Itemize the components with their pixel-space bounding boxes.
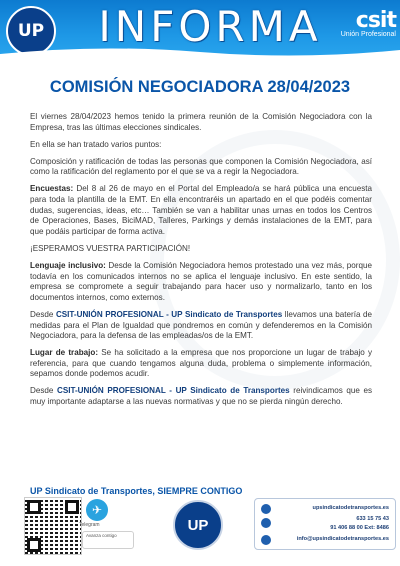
web-icon	[261, 504, 271, 514]
contact-phone-mobile: 633 15 75 43	[356, 516, 389, 522]
contact-box	[254, 498, 396, 550]
paragraph-rights	[30, 386, 372, 407]
telegram-label: Telegram	[79, 522, 100, 528]
paragraph-participation: ¡ESPERAMOS VUESTRA PARTICIPACIÓN!	[30, 243, 191, 253]
csit-subtitle: Unión Profesional	[340, 31, 396, 38]
footer-slogan: UP Sindicato de Transportes, SIEMPRE CONTIGO	[30, 486, 243, 496]
telegram-icon[interactable]: ✈	[86, 499, 108, 521]
paragraph-intro: El viernes 28/04/2023 hemos tenido la primera reunión de la Comisión Negociadora con la Empresa, tras las últimas elecciones sindicales.	[30, 112, 372, 132]
paragraph-points: En ella se han tratado varios puntos:	[30, 139, 162, 149]
page-title: INFORMA	[98, 2, 322, 51]
inclusive-label: Lenguaje inclusivo:	[30, 261, 106, 271]
email-icon	[261, 535, 271, 545]
workplace-label: Lugar de trabajo:	[30, 348, 99, 358]
rights-union-name: CSIT-UNIÓN PROFESIONAL - UP Sindicato de Transportes	[57, 386, 290, 396]
paragraph-inclusive	[30, 261, 372, 303]
qr-code[interactable]	[24, 497, 82, 555]
equality-text: llevamos una batería de medidas para el Plan de Igualdad que pondremos en común y defenderemos en la Comisión Negociadora, para la defensa de las empleadas/os de la EMT.	[30, 309, 372, 341]
contact-web[interactable]: upsindicatodetransportes.es	[312, 505, 389, 511]
rights-prefix: Desde	[30, 386, 57, 396]
paragraph-composition: Composición y ratificación de todas las personas que componen la Comisión Negociadora, así como la ratificación del reglamento por el que se va a regir la Negociadora.	[30, 156, 372, 177]
workplace-text: Se ha solicitado a la empresa que nos proporcione un lugar de trabajo y referencia, para que cuando tengamos alguna duda, problema o simplemente información, sepamos donde podemos acudir.	[30, 348, 372, 379]
partner-logos: Avanza contigo	[82, 531, 134, 549]
header-wave	[0, 44, 400, 60]
document-body	[30, 112, 372, 414]
inclusive-text: Desde la Comisión Negociadora hemos protestado una vez más, porque todavía en los comunicados internos no se aplica el lenguaje inclusivo. En este sentido, la empresa se compromete a seguir trabajando para hacer uso y normalizarlo, tanto en los documentos internos, como externos.	[30, 261, 372, 302]
surveys-label: Encuestas:	[30, 184, 74, 194]
paragraph-surveys	[30, 184, 372, 237]
rights-text: reivindicamos que es muy importante adaptarse a las nuevas normativas y que no se pierda ningún derecho.	[30, 386, 372, 407]
equality-prefix: Desde	[30, 309, 56, 319]
up-logo-text: UP	[17, 21, 45, 41]
phone-icon	[261, 518, 271, 528]
csit-mark: csit	[355, 8, 396, 33]
header-banner	[0, 0, 400, 60]
paragraph-workplace	[30, 348, 372, 380]
paragraph-equality	[30, 310, 372, 342]
contact-email[interactable]: info@upsindicatodetransportes.es	[296, 536, 389, 542]
contact-phone-landline: 91 406 88 00 Ext: 8486	[330, 525, 389, 531]
document-heading: COMISIÓN NEGOCIADORA 28/04/2023	[49, 78, 351, 96]
union-seal	[173, 500, 223, 550]
equality-union-name: CSIT-UNIÓN PROFESIONAL - UP Sindicato de Transportes	[55, 309, 283, 319]
union-seal-text: UP	[187, 516, 209, 534]
surveys-text: Del 8 al 26 de mayo en el Portal del Empleado/a se hará pública una encuesta para toda la plantilla de la EMT. En ella encontraréis un apartado en el que podéis comentar dudas, sugerencias, ideas, etc… También se van a habilitar unas urnas en todos los Centros de Operaciones, Bases, BiciMAD, Talleres, Parkings y demás instalaciones de la EMT, para que podáis participar de forma activa.	[30, 184, 372, 236]
